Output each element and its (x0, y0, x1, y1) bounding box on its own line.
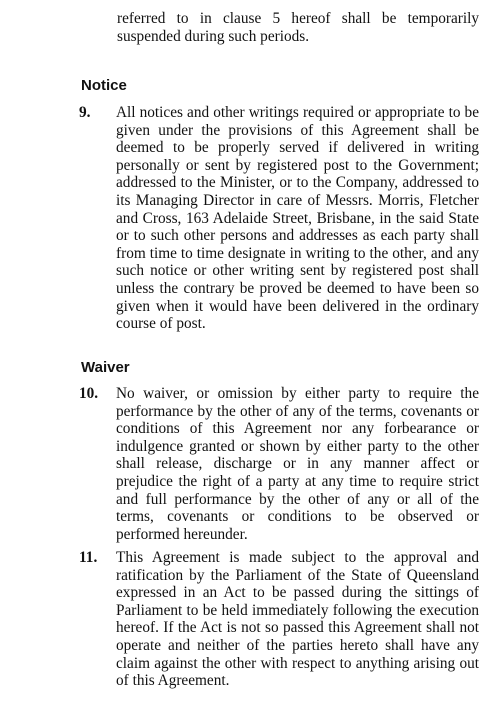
section-heading-notice: Notice (81, 77, 127, 94)
clause-number: 9. (79, 104, 91, 121)
clause-10 (79, 385, 479, 543)
clause-11 (79, 549, 479, 690)
clause-number: 10. (79, 385, 99, 402)
clause-number: 11. (79, 549, 98, 566)
section-heading-waiver: Waiver (81, 359, 130, 376)
clause-text: This Agreement is made subject to the approval and ratification by the Parliament of the State of Queensland expressed in an Act to be passed during the sittings of Parliament to be held immediately following the execution hereof. If the Act is not so passed this Agreement shall not operate and neither of the parties hereto shall have any claim against the other with respect to anything arising out of this Agreement. (116, 549, 479, 690)
clause-text: All notices and other writings required or appropriate to be given under the provisions of this Agreement shall be deemed to be properly served if delivered in writing personally or sent by registered post to the Government; addressed to the Minister, or to the Company, addressed to its Managing Director in care of Messrs. Morris, Fletcher and Cross, 163 Adelaide Street, Brisbane, in the said State or to such other persons and addresses as each party shall from time to time designate in writing to the other, and any such notice or other writing sent by registered post shall unless the contrary be proved be deemed to have been so given when it would have been delivered in the ordinary course of post. (116, 104, 479, 333)
clause-text: No waiver, or omission by either party to require the performance by the other of any of the terms, covenants or conditions of this Agreement nor any forbearance or indulgence granted or shown by either party to the other shall release, discharge or in any manner affect or prejudice the right of a party at any time to require strict and full performance by the other of any or all of the terms, covenants or conditions to be observed or performed hereunder. (116, 385, 479, 543)
continuation-paragraph: referred to in clause 5 hereof shall be temporarily suspended during such periods. (117, 10, 479, 45)
clause-9 (79, 104, 479, 333)
